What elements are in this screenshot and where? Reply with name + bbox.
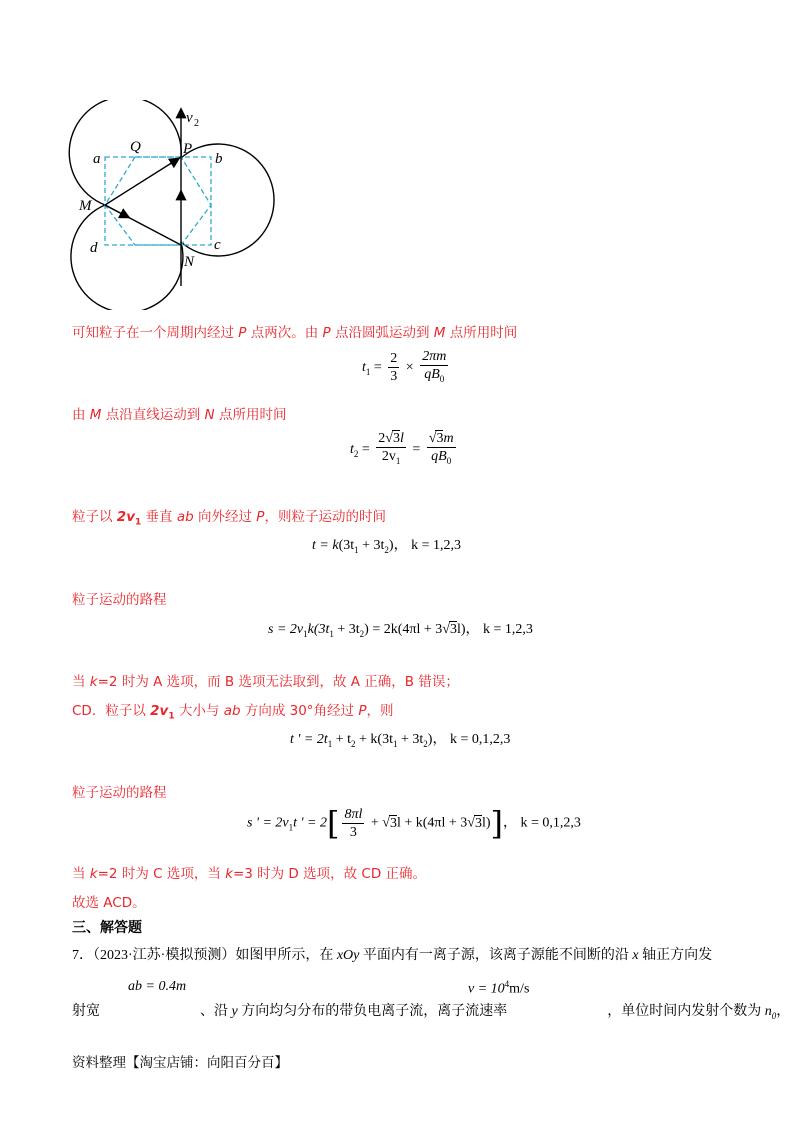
label-v2: v [186,110,193,126]
label-c: c [214,237,221,253]
footer-text: 资料整理【淘宝店铺：向阳百分百】 [72,1055,288,1071]
section-heading: 三、解答题 [72,920,142,936]
solution-line-9: 故选 ACD。 [72,895,146,911]
arc-upper-left [69,100,181,205]
solution-line-7: 粒子运动的路程 [72,785,167,801]
dashed-hexagon [105,157,211,245]
label-M: M [79,198,92,214]
arc-lower-left [71,205,183,310]
equation-t: $t = k(3t_1 + 3t_2)$， k = 1,2,3 [312,538,461,555]
solution-line-5: 当 k=2 时为 A 选项，而 B 选项无法取到，故 A 正确，B 错误； [72,674,459,690]
velocity-expression: $v = 10^4m/s$ [468,979,530,997]
equation-t1: $t_1$ = $\frac{2}{3}$ × $\frac{2\pi m}{qB_0}$ [362,349,447,385]
solution-line-4: 粒子运动的路程 [72,592,167,608]
label-P: P [183,141,193,157]
equation-s: $s = 2v_1k(3t_1 + 3t_2) = 2k(4\pi l + 3√3l)$， k = 1,2,3 [268,622,533,639]
label-b: b [215,151,223,167]
label-N: N [184,254,195,270]
segment-PM [105,157,181,205]
arc-right [181,144,274,256]
svg-text:2: 2 [194,118,199,129]
solution-line-3: 粒子以 $2v_1$ 垂直 ab 向外经过 P，则粒子运动的时间 [72,509,386,528]
ab-expression: ab = 0.4m [128,979,187,994]
solution-line-8: 当 k=2 时为 C 选项，当 k=3 时为 D 选项，故 CD 正确。 [72,866,427,882]
question-7-line-2: 射宽 、沿 y 方向均匀分布的带负电离子流，离子流速率 ，单位时间内发射个数为 $n_0$， [72,1004,791,1021]
solution-line-6: CD．粒子以 $2v_1$ 大小与 ab 方向成 30°角经过 P，则 [72,703,394,722]
label-d: d [90,240,98,256]
equation-s-prime: s ' = $2v_1t$ ' = 2[ $\frac{8\pi l}{3}$ + √3l + k(4πl + 3√3l)]， k = 0,1,2,3 [247,804,581,843]
dashed-square [105,157,211,245]
equation-t2: $t_2$ = $\frac{2√3l}{2v_1}$ = $\frac{√3m}{qB_0}$ [350,431,454,466]
physics-diagram [60,100,275,310]
solution-line-1: 可知粒子在一个周期内经过 P 点两次。由 P 点沿圆弧运动到 M 点所用时间 [72,325,518,341]
solution-line-2: 由 M 点沿直线运动到 N 点所用时间 [72,407,287,423]
label-a: a [93,151,101,167]
equation-t-prime: t ' = $2t_1 + t_2 + k(3t_1 + 3t_2)$， k = 0,1,2,3 [290,732,511,749]
question-7-line-1: 7．（2023·江苏·模拟预测）如图甲所示，在 xOy 平面内有一离子源，该离子源能不间断的沿 x 轴正方向发 [72,948,713,963]
label-Q: Q [130,139,141,155]
